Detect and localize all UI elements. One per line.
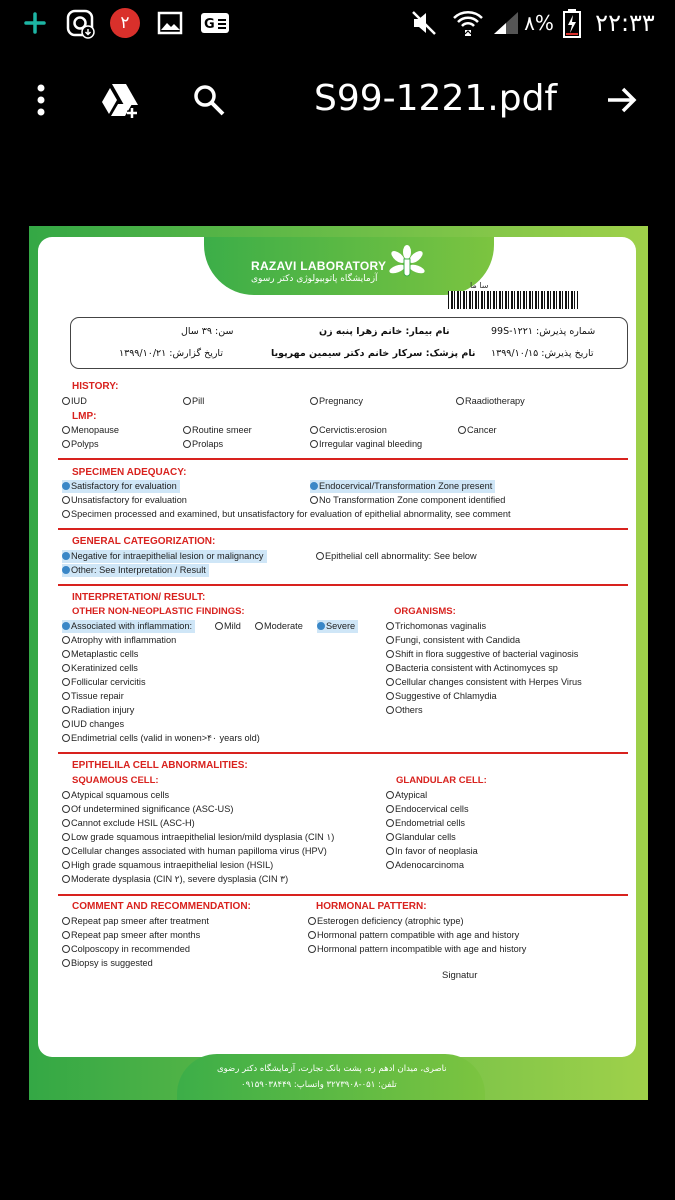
organism-others: Others: [386, 704, 423, 717]
barcode: [448, 291, 578, 309]
interp-severe: Severe: [317, 620, 358, 633]
squamous-atypical: Atypical squamous cells: [62, 789, 169, 802]
general-other: Other: See Interpretation / Result: [62, 564, 209, 577]
section-divider: [58, 752, 628, 754]
history-radiotherapy: Raadiotherapy: [456, 395, 525, 408]
footer-phones: تلفن: ۰۵۱-۳۲۷۳۹۰۸ واتساپ: ۰۹۱۵۹۰۳۸۴۴۹: [241, 1080, 397, 1090]
comment-repeat-months: Repeat pap smeer after months: [62, 929, 200, 942]
battery-percent: ۸%: [524, 11, 554, 35]
signal-icon: [490, 8, 522, 38]
reception-number: شماره پذیرش: 99S-۱۲۲۱: [491, 326, 596, 337]
interp-inflammation: Associated with inflammation:: [62, 620, 195, 633]
section-divider: [58, 584, 628, 586]
patient-info-box: [70, 317, 628, 369]
footer-address: ناصری، میدان ادهم زه، پشت بانک تجارت، آزمایشگاه دکتر رضوی: [217, 1064, 447, 1074]
mute-icon: [408, 8, 440, 38]
glandular-atypical: Atypical: [386, 789, 427, 802]
lab-logo-icon: [386, 245, 428, 289]
organism-chlamydia: Suggestive of Chlamydia: [386, 690, 497, 703]
reception-date: تاریخ پذیرش: ۱۳۹۹/۱۰/۱۵: [491, 348, 594, 359]
wifi-icon: [450, 8, 486, 38]
adequacy-transformation-zone: Endocervical/Transformation Zone present: [310, 480, 495, 493]
squamous-hsil: High grade squamous intraepithelial lesion (HSIL): [62, 859, 273, 872]
footer-tab: [177, 1054, 485, 1100]
squamous-asc-us: Of undetermined significance (ASC-US): [62, 803, 233, 816]
lmp-cancer: Cancer: [458, 424, 497, 437]
interp-endometrial: Endimetrial cells (valid in wonen>۴۰ years old): [62, 732, 260, 745]
image-icon: [154, 8, 186, 38]
comment-colposcopy: Colposcopy in recommended: [62, 943, 190, 956]
report-date: تاریخ گزارش: ۱۳۹۹/۱۰/۲۱: [119, 348, 223, 359]
organisms-title: ORGANISMS:: [394, 606, 456, 617]
history-pill: Pill: [183, 395, 204, 408]
lmp-menopause: Menopause: [62, 424, 119, 437]
interp-mild: Mild: [215, 620, 241, 633]
clock: ۲۲:۳۳: [595, 9, 655, 37]
adequacy-unsatisfactory: Unsatisfactory for evaluation: [62, 494, 187, 507]
comment-title: COMMENT AND RECOMMENDATION:: [72, 901, 251, 912]
svg-text:G: G: [204, 17, 215, 32]
report-sheet: [38, 237, 636, 1057]
lab-subtitle: آزمایشگاه پاتوبیولوژی دکتر رسوی: [251, 274, 378, 284]
interp-title: INTERPRETATION/ RESULT:: [72, 592, 206, 603]
epith-title: EPITHELILA CELL ABNORMALITIES:: [72, 760, 248, 771]
squamous-asc-h: Cannot exclude HSIL (ASC-H): [62, 817, 195, 830]
history-pregnancy: Pregnancy: [310, 395, 363, 408]
interp-moderate: Moderate: [255, 620, 303, 633]
interp-subtitle: OTHER NON-NEOPLASTIC FINDINGS:: [72, 606, 245, 617]
interp-tissue-repair: Tissue repair: [62, 690, 124, 703]
organism-actinomyces: Bacteria consistent with Actinomyces sp: [386, 662, 558, 675]
lmp-routine-smeer: Routine smeer: [183, 424, 252, 437]
lmp-cervictis: Cervictis:erosion: [310, 424, 387, 437]
organism-bacterial-vaginosis: Shift in flora suggestive of bacterial vaginosis: [386, 648, 578, 661]
hormonal-title: HORMONAL PATTERN:: [316, 901, 427, 912]
history-iud: IUD: [62, 395, 87, 408]
search-icon[interactable]: [188, 80, 230, 120]
section-divider: [58, 894, 628, 896]
comment-biopsy: Biopsy is suggested: [62, 957, 153, 970]
glandular-neoplasia: In favor of neoplasia: [386, 845, 478, 858]
adequacy-processed: Specimen processed and examined, but unsatisfactory for evaluation of epithelial abnormality, see comment: [62, 508, 511, 521]
adequacy-title: SPECIMEN ADEQUACY:: [72, 467, 187, 478]
hormonal-compatible: Hormonal pattern compatible with age and history: [308, 929, 519, 942]
lmp-irregular-bleeding: Irregular vaginal bleeding: [310, 438, 422, 451]
more-options-icon[interactable]: [26, 82, 56, 118]
glandular-title: GLANDULAR CELL:: [396, 775, 487, 786]
file-name: S99-1221.pdf: [314, 78, 558, 119]
notification-count: ۲: [110, 8, 140, 38]
pdf-page: [29, 226, 648, 1100]
squamous-dysplasia: Moderate dysplasia (CIN ۲), severe dysplasia (CIN ۳): [62, 873, 288, 886]
section-divider: [58, 528, 628, 530]
signature-label: Signatur: [442, 970, 478, 981]
history-title: HISTORY:: [72, 381, 119, 392]
translate-icon: [198, 8, 232, 38]
glandular-adenocarcinoma: Adenocarcinoma: [386, 859, 464, 872]
squamous-title: SQUAMOUS CELL:: [72, 775, 159, 786]
interp-radiation: Radiation injury: [62, 704, 134, 717]
interp-keratinized: Keratinized cells: [62, 662, 138, 675]
add-to-drive-icon[interactable]: [96, 80, 144, 120]
interp-iud-changes: IUD changes: [62, 718, 124, 731]
lmp-polyps: Polyps: [62, 438, 99, 451]
glandular-endometrial: Endometrial cells: [386, 817, 465, 830]
section-divider: [58, 458, 628, 460]
organism-candida: Fungi, consistent with Candida: [386, 634, 520, 647]
serial-label: سا ما: [470, 281, 489, 290]
doctor-name: نام پزشک: سرکار خانم دکتر سیمین مهرپویا: [271, 348, 476, 359]
status-bar: [0, 0, 675, 46]
lmp-title: LMP:: [72, 411, 97, 422]
lmp-prolaps: Prolaps: [183, 438, 223, 451]
adequacy-no-tz: No Transformation Zone component identified: [310, 494, 505, 507]
comment-repeat-treatment: Repeat pap smeer after treatment: [62, 915, 209, 928]
lab-name: RAZAVI LABORATORY: [251, 259, 387, 273]
general-epithelial: Epithelial cell abnormality: See below: [316, 550, 477, 563]
glandular-endocervical: Endocervical cells: [386, 803, 469, 816]
battery-charging-icon: [560, 8, 584, 38]
squamous-hpv: Cellular changes associated with human papilloma virus (HPV): [62, 845, 327, 858]
squamous-lsil: Low grade squamous intraepithelial lesion/mild dysplasia (CIN ۱): [62, 831, 334, 844]
pdf-toolbar: [0, 46, 675, 156]
adequacy-satisfactory: Satisfactory for evaluation: [62, 480, 180, 493]
patient-age: سن: ۳۹ سال: [181, 326, 234, 337]
interp-atrophy: Atrophy with inflammation: [62, 634, 176, 647]
plus-icon: [20, 8, 50, 38]
patient-name: نام بیمار: خانم زهرا پنبه زن: [319, 326, 450, 337]
general-negative: Negative for intraepithelial lesion or malignancy: [62, 550, 267, 563]
organism-trichomonas: Trichomonas vaginalis: [386, 620, 486, 633]
instagram-download-icon: [62, 8, 98, 38]
organism-herpes: Cellular changes consistent with Herpes Virus: [386, 676, 582, 689]
glandular-cells: Glandular cells: [386, 831, 456, 844]
interp-follicular: Follicular cervicitis: [62, 676, 146, 689]
general-title: GENERAL CATEGORIZATION:: [72, 536, 216, 547]
notification-badge: [108, 8, 142, 38]
interp-metaplastic: Metaplastic cells: [62, 648, 138, 661]
open-with-arrow-icon[interactable]: [600, 80, 644, 120]
hormonal-estrogen: Esterogen deficiency (atrophic type): [308, 915, 464, 928]
hormonal-incompatible: Hormonal pattern incompatible with age and history: [308, 943, 526, 956]
